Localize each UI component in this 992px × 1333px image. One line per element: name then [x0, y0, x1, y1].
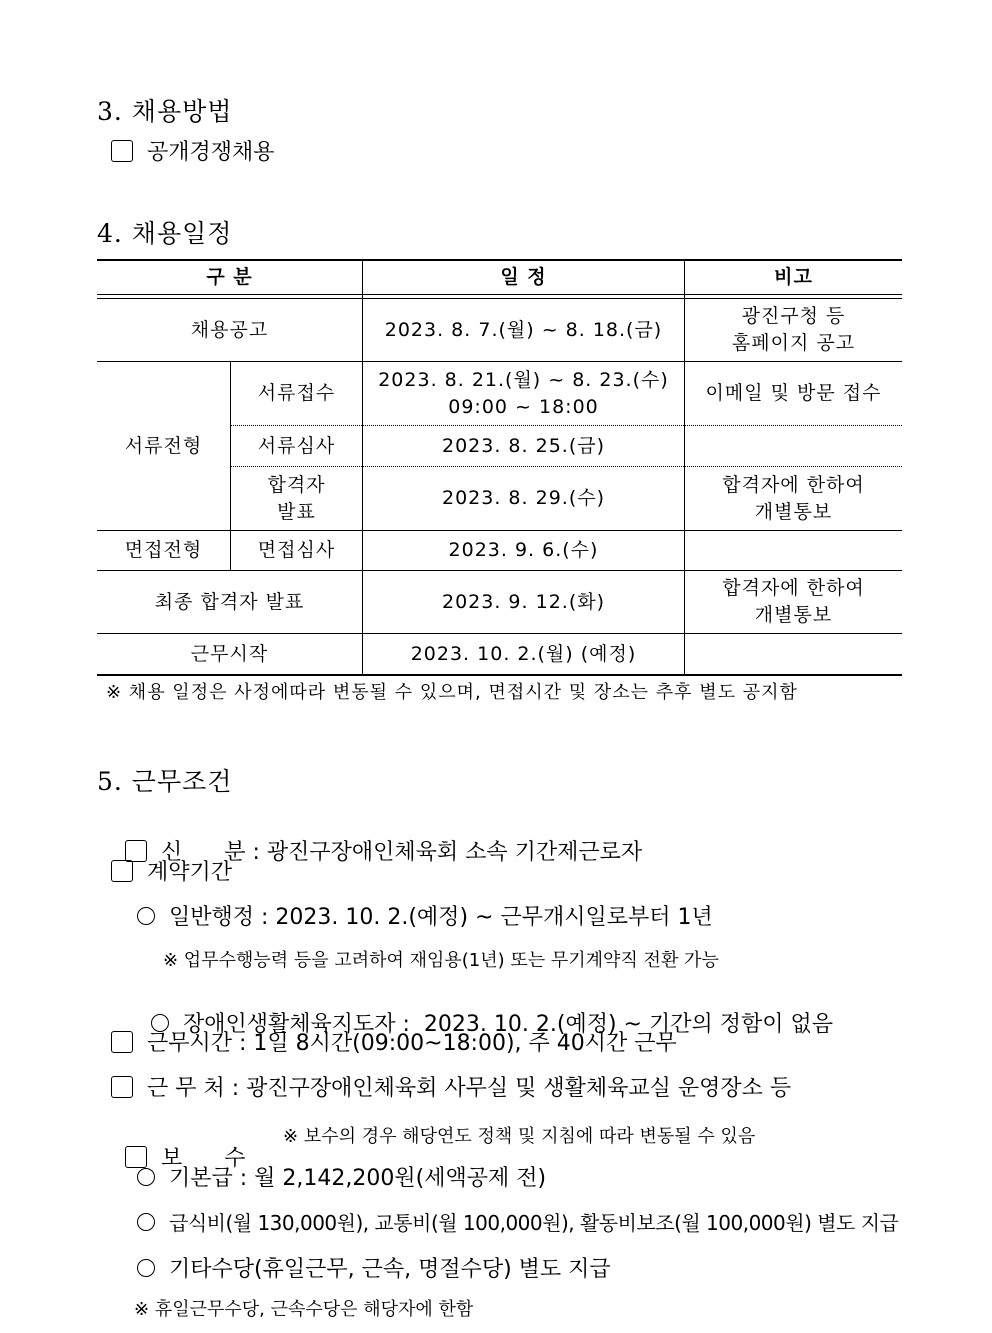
circle-bullet-icon [137, 1213, 155, 1231]
section3-heading: 3. 채용방법 [97, 97, 233, 126]
other-allowances-item [137, 1252, 611, 1283]
contract-item [111, 855, 232, 886]
base-pay-item [137, 1161, 546, 1192]
hiring-method: 공개경쟁채용 [147, 140, 275, 165]
instructor-text: 장애인생활체육지도자 : 2023. 10. 2.(예정) ~ 기간의 정함이 없음 [183, 1012, 833, 1037]
allowances-item [137, 1207, 898, 1236]
row-final-note [685, 571, 902, 633]
status-text: 신 분 : 광진구장애인체육회 소속 기간제근로자 [161, 840, 643, 865]
admin-note: ※ 업무수행능력 등을 고려하여 재임용(1년) 또는 무기계약직 전환 가능 [163, 950, 719, 971]
checkbox-square-icon [111, 1031, 133, 1053]
section3-item [111, 135, 275, 166]
row-interview-group: 면접전형 [124, 539, 203, 561]
other-note: ※ 휴일근무수당, 근속수당은 해당자에 한함 [134, 1299, 474, 1320]
base-pay-text: 기본급 : 월 2,142,200원(세액공제 전) [169, 1166, 547, 1191]
row-doc-review-date: 2023. 8. 25.(금) [442, 434, 605, 457]
row-doc-review-label: 서류심사 [257, 434, 336, 457]
schedule-table [97, 259, 902, 676]
time-line: 09:00 ~ 18:00 [448, 395, 599, 418]
hours-item [111, 1026, 677, 1057]
workplace-item [111, 1071, 791, 1102]
label-line: 합격자 [267, 473, 326, 496]
row-doc-receive-label: 서류접수 [257, 382, 336, 404]
date-line: 2023. 8. 21.(월) ~ 8. 23.(수) [378, 368, 669, 391]
checkbox-square-icon [111, 860, 133, 882]
row-doc-pass-label [231, 467, 362, 530]
row-doc-receive-note: 이메일 및 방문 접수 [705, 382, 882, 404]
circle-bullet-icon [137, 1168, 155, 1186]
row-doc-receive-date [363, 362, 684, 425]
row-start-date: 2023. 10. 2.(월) (예정) [410, 642, 637, 665]
note-line: 홈페이지 공고 [731, 332, 856, 354]
row-doc-pass-note [685, 467, 902, 530]
note-line: 합격자에 한하여 [722, 577, 865, 599]
row-doc-pass-date: 2023. 8. 29.(수) [442, 487, 605, 509]
circle-bullet-icon [137, 907, 155, 925]
label-line: 발표 [277, 500, 316, 523]
row-announce-date: 2023. 8. 7.(월) ~ 8. 18.(금) [384, 318, 663, 341]
circle-bullet-icon [137, 1259, 155, 1277]
section4-heading: 4. 채용일정 [97, 219, 233, 248]
note-line: 광진구청 등 [741, 305, 846, 327]
header-schedule: 일 정 [500, 266, 547, 288]
admin-text: 일반행정 : 2023. 10. 2.(예정) ~ 근무개시일로부터 1년 [169, 905, 713, 930]
header-remarks: 비고 [774, 266, 813, 288]
note-line: 합격자에 한하여 [722, 473, 865, 496]
admin-item [137, 900, 713, 931]
row-announce-note [685, 299, 902, 361]
note-line: 개별통보 [754, 500, 833, 523]
header-category: 구 분 [206, 266, 253, 288]
row-interview-label: 면접심사 [257, 539, 336, 561]
row-start-label: 근무시작 [190, 642, 269, 665]
section5-heading: 5. 근무조건 [97, 767, 233, 796]
other-allowances-text: 기타수당(휴일근무, 근속, 명절수당) 별도 지급 [169, 1257, 611, 1282]
row-announce-label: 채용공고 [190, 318, 269, 341]
pay-label: 보 수 [161, 1146, 246, 1171]
allowances-text: 급식비(월 130,000원), 교통비(월 100,000원), 활동비보조(월 100,000원) 별도 지급 [169, 1211, 899, 1235]
hours-text: 근무시간 : 1일 8시간(09:00~18:00), 주 40시간 근무 [147, 1031, 677, 1056]
row-interview-date: 2023. 9. 6.(수) [448, 539, 599, 561]
pay-note: ※ 보수의 경우 해당연도 정책 및 지침에 따라 변동될 수 있음 [283, 1126, 756, 1147]
row-final-date: 2023. 9. 12.(화) [442, 590, 605, 613]
contract-text: 계약기간 [147, 860, 233, 885]
checkbox-square-icon [111, 140, 133, 162]
schedule-footnote: ※ 채용 일정은 사정에따라 변동될 수 있으며, 면접시간 및 장소는 추후 별도 공지함 [106, 682, 798, 703]
note-line: 개별통보 [754, 604, 833, 626]
row-final-label: 최종 합격자 발표 [154, 590, 305, 613]
workplace-text: 근 무 처 : 광진구장애인체육회 사무실 및 생활체육교실 운영장소 등 [147, 1076, 792, 1101]
checkbox-square-icon [111, 1076, 133, 1098]
row-doc-group: 서류전형 [124, 434, 203, 457]
